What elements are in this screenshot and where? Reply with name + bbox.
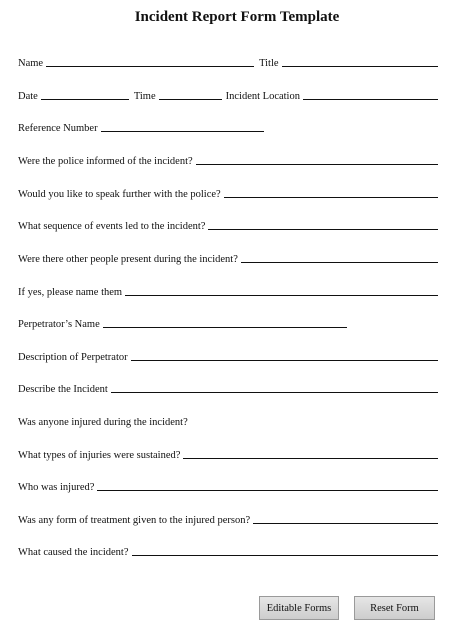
reference-number-label: Reference Number	[18, 123, 98, 134]
police-informed-row	[18, 151, 438, 167]
treatment-label: Was any form of treatment given to the injured person?	[18, 515, 251, 526]
speak-police-field[interactable]	[224, 186, 438, 198]
reset-form-button[interactable]: Reset Form	[354, 596, 435, 620]
anyone-injured-label: Was anyone injured during the incident?	[18, 417, 188, 428]
name-label: Name	[18, 58, 44, 69]
describe-incident-row	[18, 379, 438, 395]
name-field[interactable]	[46, 55, 254, 67]
name-title-row	[18, 53, 438, 69]
who-injured-label: Who was injured?	[18, 482, 95, 493]
sequence-events-label: What sequence of events led to the incident?	[18, 221, 206, 232]
perpetrator-name-label: Perpetrator’s Name	[18, 319, 100, 330]
incident-location-label: Incident Location	[225, 91, 300, 102]
injury-types-row	[18, 445, 438, 461]
describe-incident-field[interactable]	[111, 381, 438, 393]
who-injured-row	[18, 477, 438, 493]
perpetrator-description-label: Description of Perpetrator	[18, 352, 128, 363]
perpetrator-description-row	[18, 347, 438, 363]
name-them-row	[18, 282, 438, 298]
time-label: Time	[133, 91, 156, 102]
editable-forms-button[interactable]: Editable Forms	[259, 596, 339, 620]
date-time-location-row	[18, 86, 438, 102]
police-informed-field[interactable]	[196, 153, 438, 165]
speak-police-label: Would you like to speak further with the police?	[18, 189, 221, 200]
other-people-label: Were there other people present during the incident?	[18, 254, 238, 265]
treatment-row	[18, 510, 438, 526]
title-field[interactable]	[282, 55, 438, 67]
injury-types-label: What types of injuries were sustained?	[18, 450, 181, 461]
perpetrator-name-row	[18, 314, 438, 330]
speak-police-row	[18, 184, 438, 200]
anyone-injured-row	[18, 412, 438, 428]
reference-number-field[interactable]	[101, 120, 264, 132]
sequence-events-row	[18, 216, 438, 232]
incident-location-field[interactable]	[303, 88, 438, 100]
cause-row	[18, 542, 438, 558]
date-field[interactable]	[41, 88, 129, 100]
name-them-field[interactable]	[125, 284, 438, 296]
describe-incident-label: Describe the Incident	[18, 384, 108, 395]
cause-field[interactable]	[132, 544, 439, 556]
injury-types-field[interactable]	[183, 447, 438, 459]
reference-number-row	[18, 118, 438, 134]
date-label: Date	[18, 91, 38, 102]
perpetrator-name-field[interactable]	[103, 316, 347, 328]
name-them-label: If yes, please name them	[18, 287, 123, 298]
treatment-field[interactable]	[253, 512, 438, 524]
title-label: Title	[259, 58, 279, 69]
who-injured-field[interactable]	[97, 479, 438, 491]
perpetrator-description-field[interactable]	[131, 349, 438, 361]
other-people-field[interactable]	[241, 251, 438, 263]
cause-label: What caused the incident?	[18, 547, 129, 558]
police-informed-label: Were the police informed of the incident?	[18, 156, 193, 167]
time-field[interactable]	[159, 88, 222, 100]
sequence-events-field[interactable]	[208, 218, 438, 230]
other-people-row	[18, 249, 438, 265]
form-title: Incident Report Form Template	[134, 9, 340, 25]
